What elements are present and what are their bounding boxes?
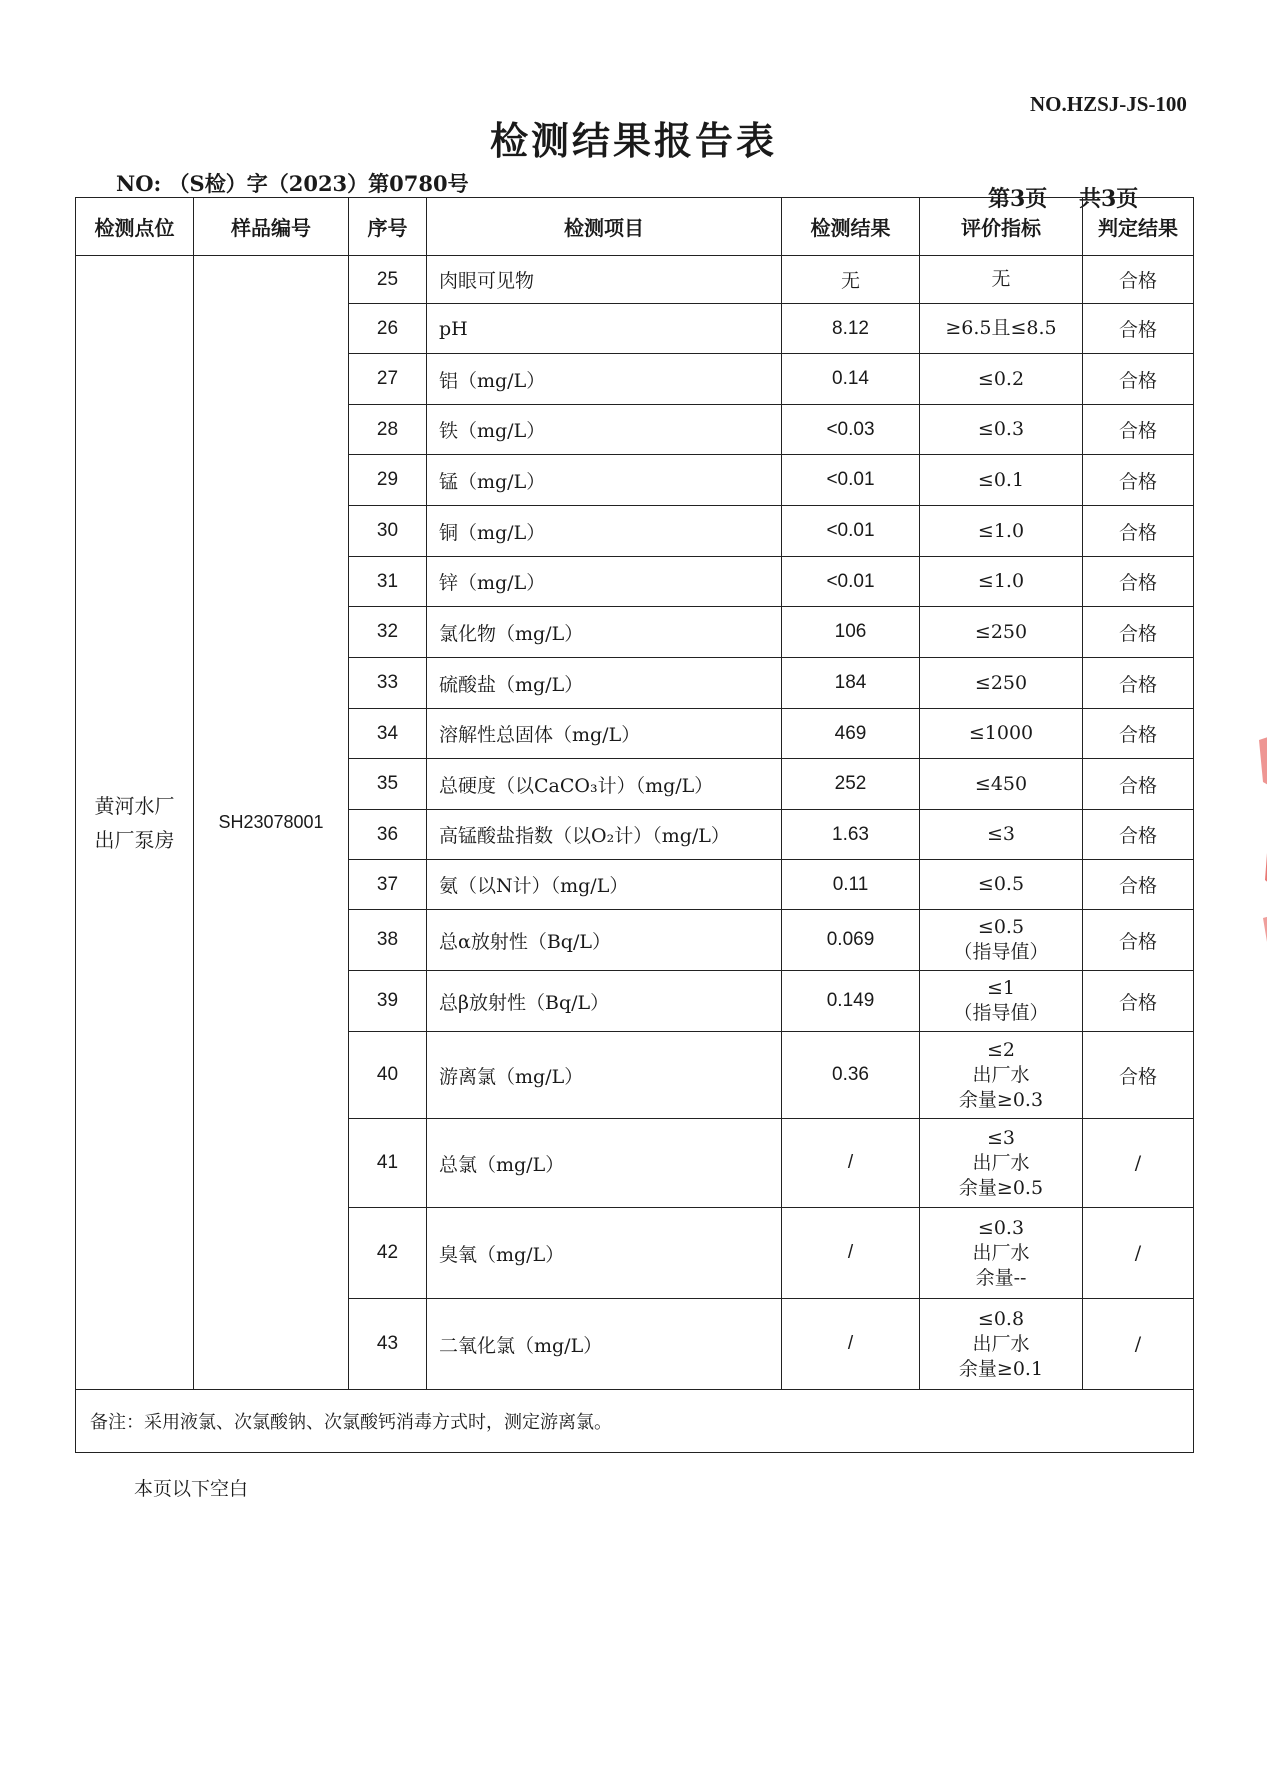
row-verdict: / bbox=[1083, 1119, 1194, 1208]
location-cell bbox=[76, 256, 194, 1390]
row-test-item: 二氧化氯（mg/L） bbox=[427, 1299, 782, 1390]
blank-below-note: 本页以下空白 bbox=[134, 1478, 249, 1500]
row-test-item: 铝（mg/L） bbox=[427, 354, 782, 405]
row-verdict: 合格 bbox=[1083, 658, 1194, 709]
row-test-item: 高锰酸盐指数（以O₂计）（mg/L） bbox=[427, 810, 782, 860]
row-seq-no: 30 bbox=[349, 506, 427, 557]
row-result: / bbox=[782, 1208, 920, 1299]
row-result: 0.14 bbox=[782, 354, 920, 405]
row-result: <0.03 bbox=[782, 405, 920, 455]
row-result: 8.12 bbox=[782, 304, 920, 354]
table-header-row bbox=[76, 198, 1194, 256]
row-standard: ≤0.3 bbox=[920, 405, 1083, 455]
row-result: 184 bbox=[782, 658, 920, 709]
row-verdict: / bbox=[1083, 1299, 1194, 1390]
row-test-item: 肉眼可见物 bbox=[427, 256, 782, 304]
row-seq-no: 37 bbox=[349, 860, 427, 910]
row-test-item: 硫酸盐（mg/L） bbox=[427, 658, 782, 709]
row-test-item: 锰（mg/L） bbox=[427, 455, 782, 506]
row-test-item: 臭氧（mg/L） bbox=[427, 1208, 782, 1299]
row-result: <0.01 bbox=[782, 506, 920, 557]
row-seq-no: 26 bbox=[349, 304, 427, 354]
row-standard: ≤1 （指导值） bbox=[920, 971, 1083, 1032]
header-seq-no: 序号 bbox=[349, 198, 427, 256]
row-test-item: pH bbox=[427, 304, 782, 354]
row-test-item: 铁（mg/L） bbox=[427, 405, 782, 455]
row-verdict: 合格 bbox=[1083, 860, 1194, 910]
row-seq-no: 28 bbox=[349, 405, 427, 455]
row-test-item: 游离氯（mg/L） bbox=[427, 1032, 782, 1119]
row-result: 0.11 bbox=[782, 860, 920, 910]
row-test-item: 总氯（mg/L） bbox=[427, 1119, 782, 1208]
header-sample-id: 样品编号 bbox=[194, 198, 349, 256]
row-result: 0.149 bbox=[782, 971, 920, 1032]
row-result: 469 bbox=[782, 709, 920, 759]
row-verdict: 合格 bbox=[1083, 759, 1194, 810]
header-test-item: 检测项目 bbox=[427, 198, 782, 256]
row-result: <0.01 bbox=[782, 557, 920, 607]
row-result: 0.069 bbox=[782, 910, 920, 971]
row-test-item: 总硬度（以CaCO₃计）（mg/L） bbox=[427, 759, 782, 810]
table-row bbox=[76, 256, 1194, 304]
report-number: NO: （S检）字（2023）第0780号 bbox=[116, 171, 469, 196]
location-line: 黄河水厂 bbox=[94, 793, 175, 818]
row-seq-no: 32 bbox=[349, 607, 427, 658]
row-standard: ≤3 bbox=[920, 810, 1083, 860]
note-row bbox=[76, 1390, 1194, 1453]
row-standard: ≤1.0 bbox=[920, 506, 1083, 557]
row-standard: ≤0.3 出厂水 余量-- bbox=[920, 1208, 1083, 1299]
row-result: 无 bbox=[782, 256, 920, 304]
row-seq-no: 38 bbox=[349, 910, 427, 971]
row-seq-no: 43 bbox=[349, 1299, 427, 1390]
row-standard: ≤450 bbox=[920, 759, 1083, 810]
row-seq-no: 41 bbox=[349, 1119, 427, 1208]
row-verdict: 合格 bbox=[1083, 304, 1194, 354]
row-test-item: 氨（以N计）（mg/L） bbox=[427, 860, 782, 910]
results-table bbox=[75, 197, 1194, 1453]
row-verdict: 合格 bbox=[1083, 354, 1194, 405]
row-result: 0.36 bbox=[782, 1032, 920, 1119]
sample-id-cell: SH23078001 bbox=[194, 256, 349, 1390]
row-verdict: 合格 bbox=[1083, 910, 1194, 971]
row-verdict: 合格 bbox=[1083, 455, 1194, 506]
row-verdict: / bbox=[1083, 1208, 1194, 1299]
row-seq-no: 25 bbox=[349, 256, 427, 304]
row-verdict: 合格 bbox=[1083, 971, 1194, 1032]
row-standard: 无 bbox=[920, 256, 1083, 304]
row-seq-no: 42 bbox=[349, 1208, 427, 1299]
header-standard: 评价指标 bbox=[920, 198, 1083, 256]
row-test-item: 溶解性总固体（mg/L） bbox=[427, 709, 782, 759]
row-verdict: 合格 bbox=[1083, 1032, 1194, 1119]
row-standard: ≥6.5且≤8.5 bbox=[920, 304, 1083, 354]
row-seq-no: 35 bbox=[349, 759, 427, 810]
row-standard: ≤0.2 bbox=[920, 354, 1083, 405]
row-test-item: 总α放射性（Bq/L） bbox=[427, 910, 782, 971]
row-standard: ≤3 出厂水 余量≥0.5 bbox=[920, 1119, 1083, 1208]
page-title: 检测结果报告表 bbox=[489, 118, 777, 163]
row-test-item: 锌（mg/L） bbox=[427, 557, 782, 607]
row-verdict: 合格 bbox=[1083, 709, 1194, 759]
row-verdict: 合格 bbox=[1083, 256, 1194, 304]
page-total: 共3页 bbox=[1078, 186, 1139, 212]
row-verdict: 合格 bbox=[1083, 607, 1194, 658]
row-seq-no: 29 bbox=[349, 455, 427, 506]
row-standard: ≤0.1 bbox=[920, 455, 1083, 506]
row-seq-no: 34 bbox=[349, 709, 427, 759]
row-standard: ≤1.0 bbox=[920, 557, 1083, 607]
row-standard: ≤250 bbox=[920, 607, 1083, 658]
row-result: / bbox=[782, 1299, 920, 1390]
row-result: 252 bbox=[782, 759, 920, 810]
row-seq-no: 33 bbox=[349, 658, 427, 709]
header-result: 检测结果 bbox=[782, 198, 920, 256]
row-verdict: 合格 bbox=[1083, 810, 1194, 860]
row-verdict: 合格 bbox=[1083, 557, 1194, 607]
row-seq-no: 40 bbox=[349, 1032, 427, 1119]
row-standard: ≤250 bbox=[920, 658, 1083, 709]
row-standard: ≤2 出厂水 余量≥0.3 bbox=[920, 1032, 1083, 1119]
row-result: 106 bbox=[782, 607, 920, 658]
row-standard: ≤0.5 bbox=[920, 860, 1083, 910]
row-seq-no: 36 bbox=[349, 810, 427, 860]
document-code: NO.HZSJ-JS-100 bbox=[1030, 92, 1187, 116]
row-standard: ≤1000 bbox=[920, 709, 1083, 759]
row-test-item: 铜（mg/L） bbox=[427, 506, 782, 557]
row-standard: ≤0.5 （指导值） bbox=[920, 910, 1083, 971]
row-seq-no: 39 bbox=[349, 971, 427, 1032]
row-test-item: 氯化物（mg/L） bbox=[427, 607, 782, 658]
row-test-item: 总β放射性（Bq/L） bbox=[427, 971, 782, 1032]
row-result: <0.01 bbox=[782, 455, 920, 506]
row-seq-no: 31 bbox=[349, 557, 427, 607]
note-text: 备注：采用液氯、次氯酸钠、次氯酸钙消毒方式时，测定游离氯。 bbox=[76, 1390, 1194, 1453]
inspection-stamp bbox=[1237, 730, 1267, 990]
page-current: 第3页 bbox=[988, 186, 1048, 212]
location-line: 出厂泵房 bbox=[94, 827, 175, 852]
header-location: 检测点位 bbox=[76, 198, 194, 256]
row-seq-no: 27 bbox=[349, 354, 427, 405]
row-result: / bbox=[782, 1119, 920, 1208]
row-verdict: 合格 bbox=[1083, 506, 1194, 557]
row-verdict: 合格 bbox=[1083, 405, 1194, 455]
row-standard: ≤0.8 出厂水 余量≥0.1 bbox=[920, 1299, 1083, 1390]
row-result: 1.63 bbox=[782, 810, 920, 860]
header-verdict: 判定结果 bbox=[1083, 198, 1194, 256]
